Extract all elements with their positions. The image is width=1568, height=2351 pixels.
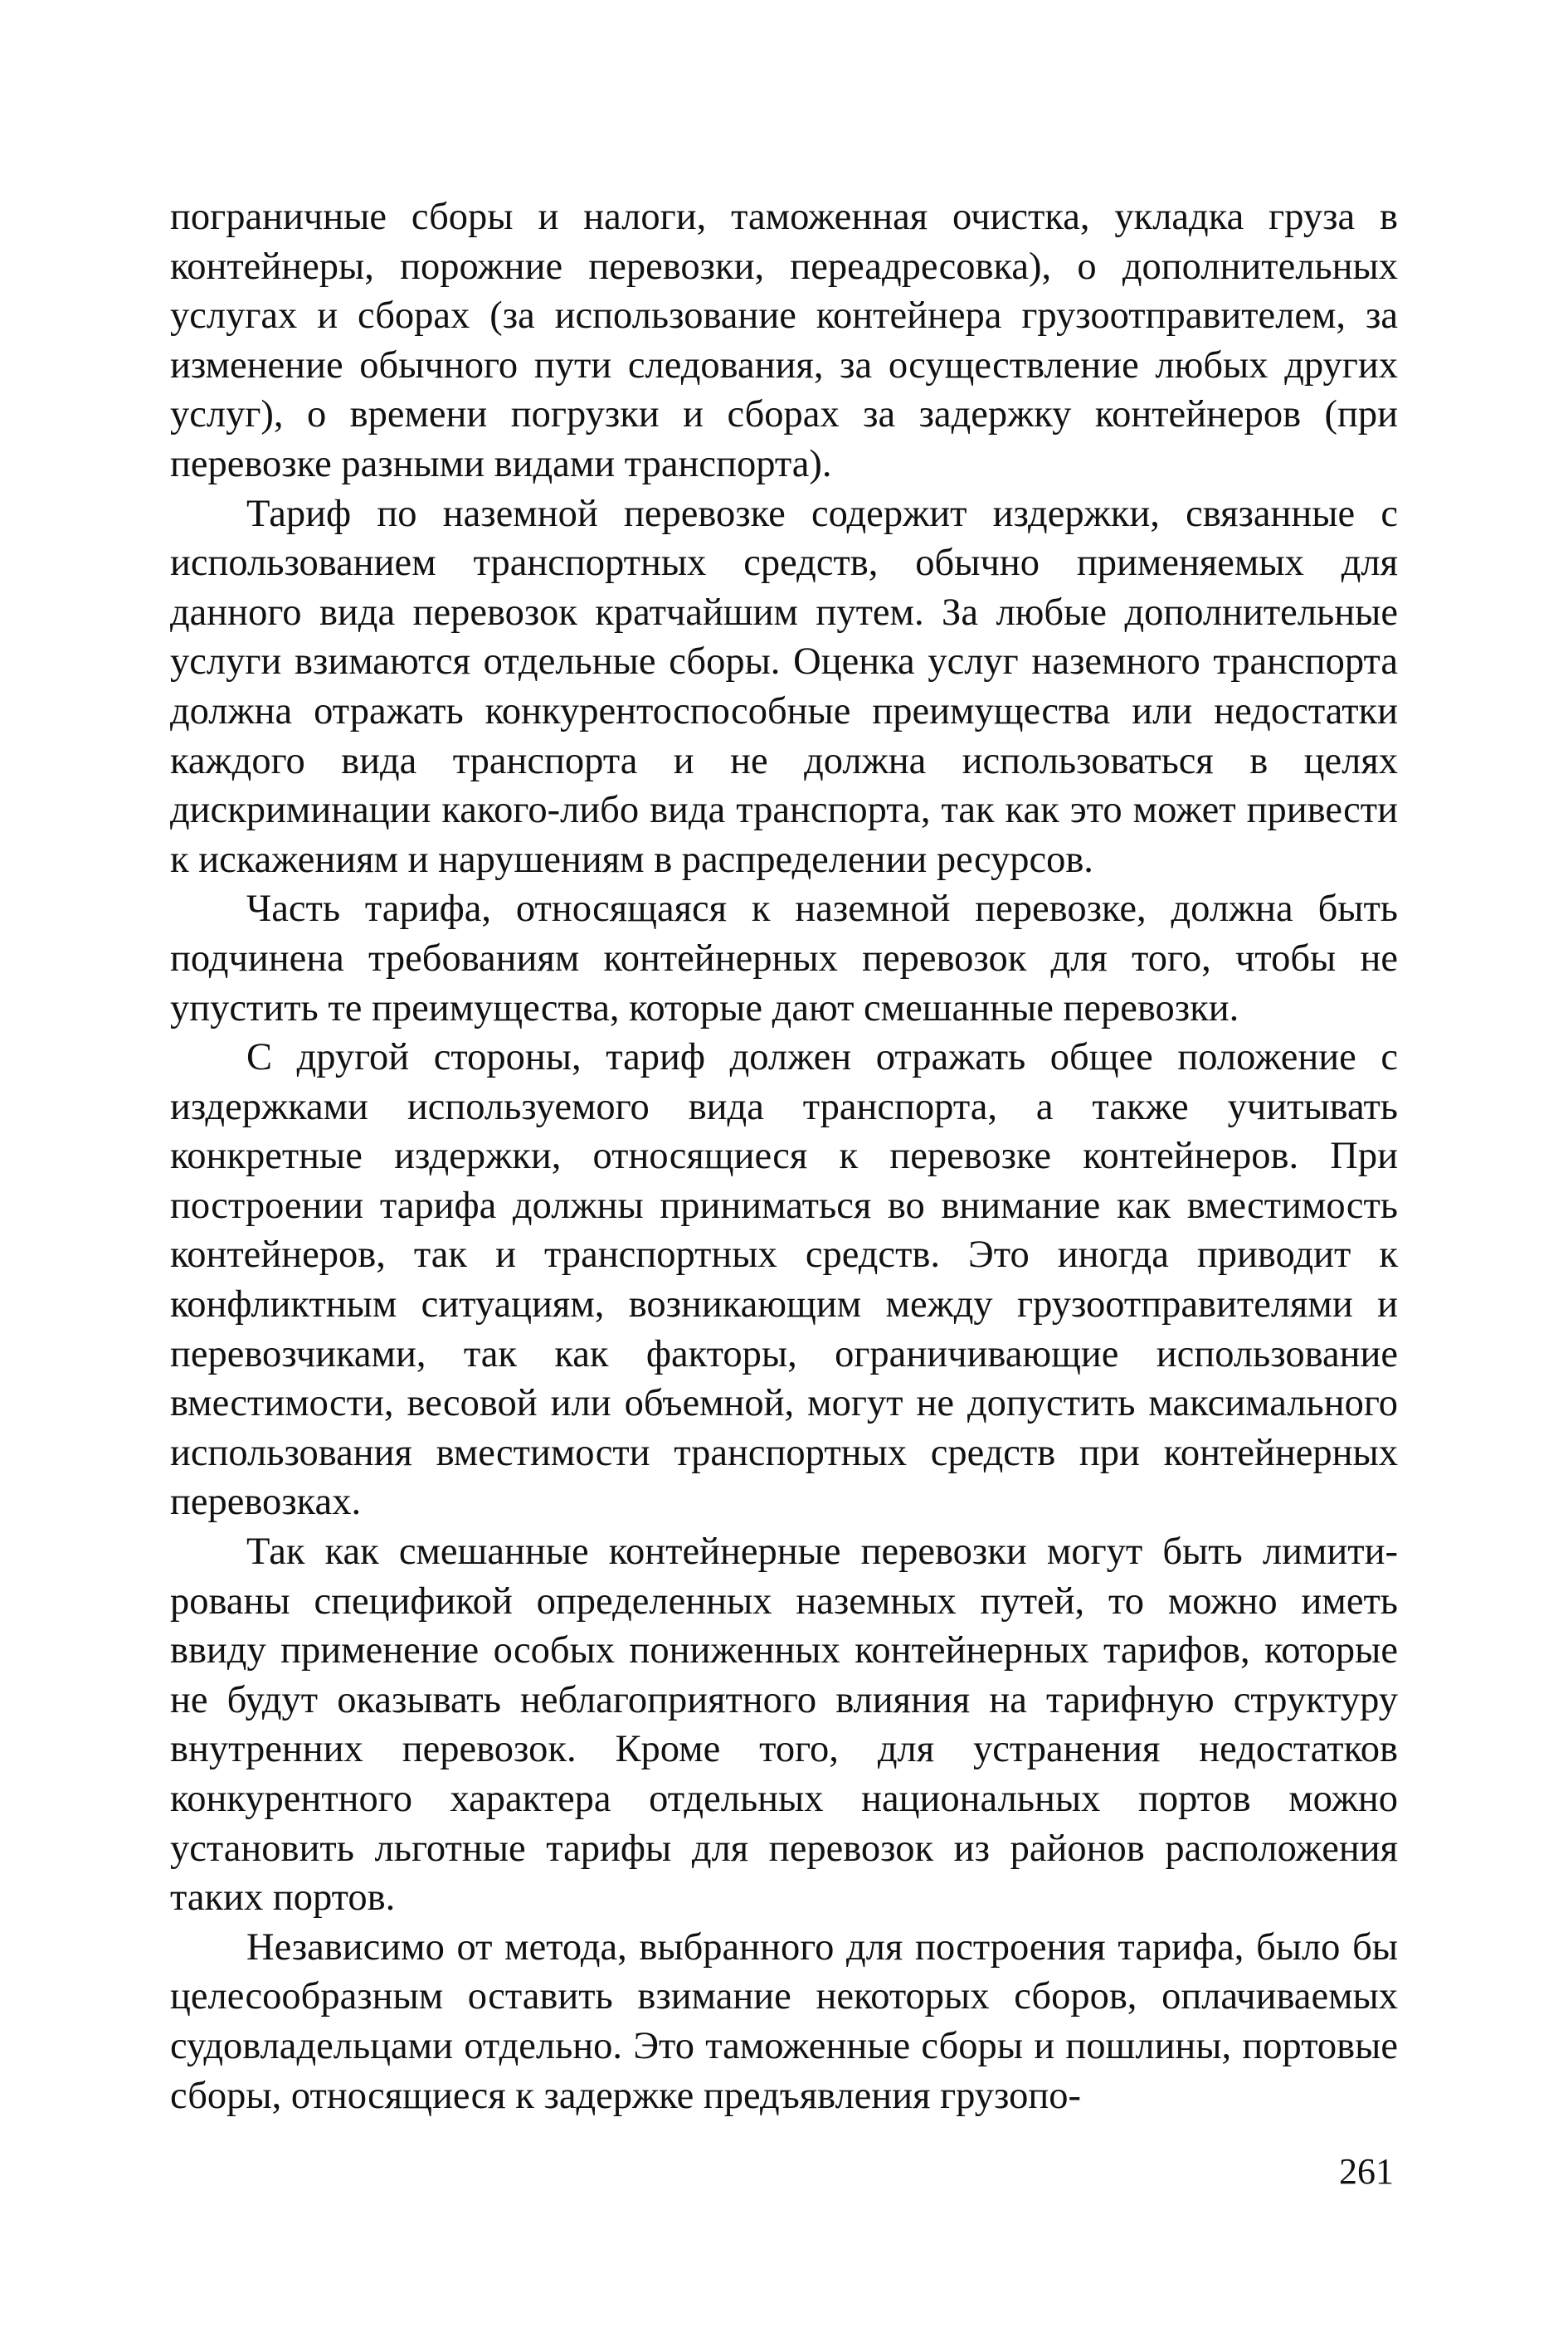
- body-text: [170, 192, 1398, 2120]
- paragraph-3: Часть тарифа, относящаяся к наземной перевозке, должна быть подчинена требованиям контейнерных перевозок для того, чтобы не упустить те преимущества, которые дают смешанные перевозки.: [170, 888, 1398, 1029]
- paragraph-5: Так как смешанные контейнерные перевозки могут быть лимитированы спецификой определенных наземных путей, то можно иметь ввиду применение особых пониженных контейнерных тарифов, которые не будут оказывать неблагоприятного влияния на тарифную структуру внутренних перевозок. Кроме того, для устранения недостатков конкурентного характера отдельных национальных портов можно установить льготные тарифы для перевозок из районов расположения таких портов.: [170, 1531, 1398, 1920]
- page-number: 261: [1339, 2151, 1394, 2192]
- paragraph-1: пограничные сборы и налоги, таможенная очистка, укладка груза в контейнеры, порожние перевозки, переадресовка), о дополнительных услугах и сборах (за использование контейнера грузоотправителем, за изменение обычного пути следования, за осуществление любых других услуг), о времени погрузки и сборах за задержку контейнеров (при перевозке разными видами транспорта).: [170, 196, 1398, 485]
- paragraph-2: Тариф по наземной перевозке содержит издержки, связанные с использованием транспортных средств, обычно применяемых для данного вида перевозок кратчайшим путем. За любые дополнительные услуги взимаются отдельные сборы. Оценка услуг наземного транспорта должна отражать конкурентоспособные преимущества или недостатки каждого вида транспорта и не должна использоваться в целях дискриминации какого-либо вида транспорта, так как это может привести к искажениям и нарушениям в распределении ресурсов.: [170, 492, 1398, 881]
- paragraph-4: С другой стороны, тариф должен отражать общее положение с издержками используемого вида транспорта, а также учитывать конкретные издержки, относящиеся к перевозке контейнеров. При построении тарифа должны приниматься во внимание как вместимость контейнеров, так и транспортных средств. Это иногда приводит к конфликтным ситуациям, возникающим между грузоотправителями и перевозчиками, так как факторы, ограничивающие использование вместимости, весовой или объемной, могут не допустить максимального использования вместимости транспортных средств при контейнерных перевозках.: [170, 1036, 1398, 1524]
- paragraph-6: Независимо от метода, выбранного для построения тарифа, было бы целесообразным оставить взимание некоторых сборов, оплачиваемых судовладельцами отдельно. Это таможенные сборы и пошлины, портовые сборы, относящиеся к задержке предъявления грузопо-: [170, 1925, 1398, 2117]
